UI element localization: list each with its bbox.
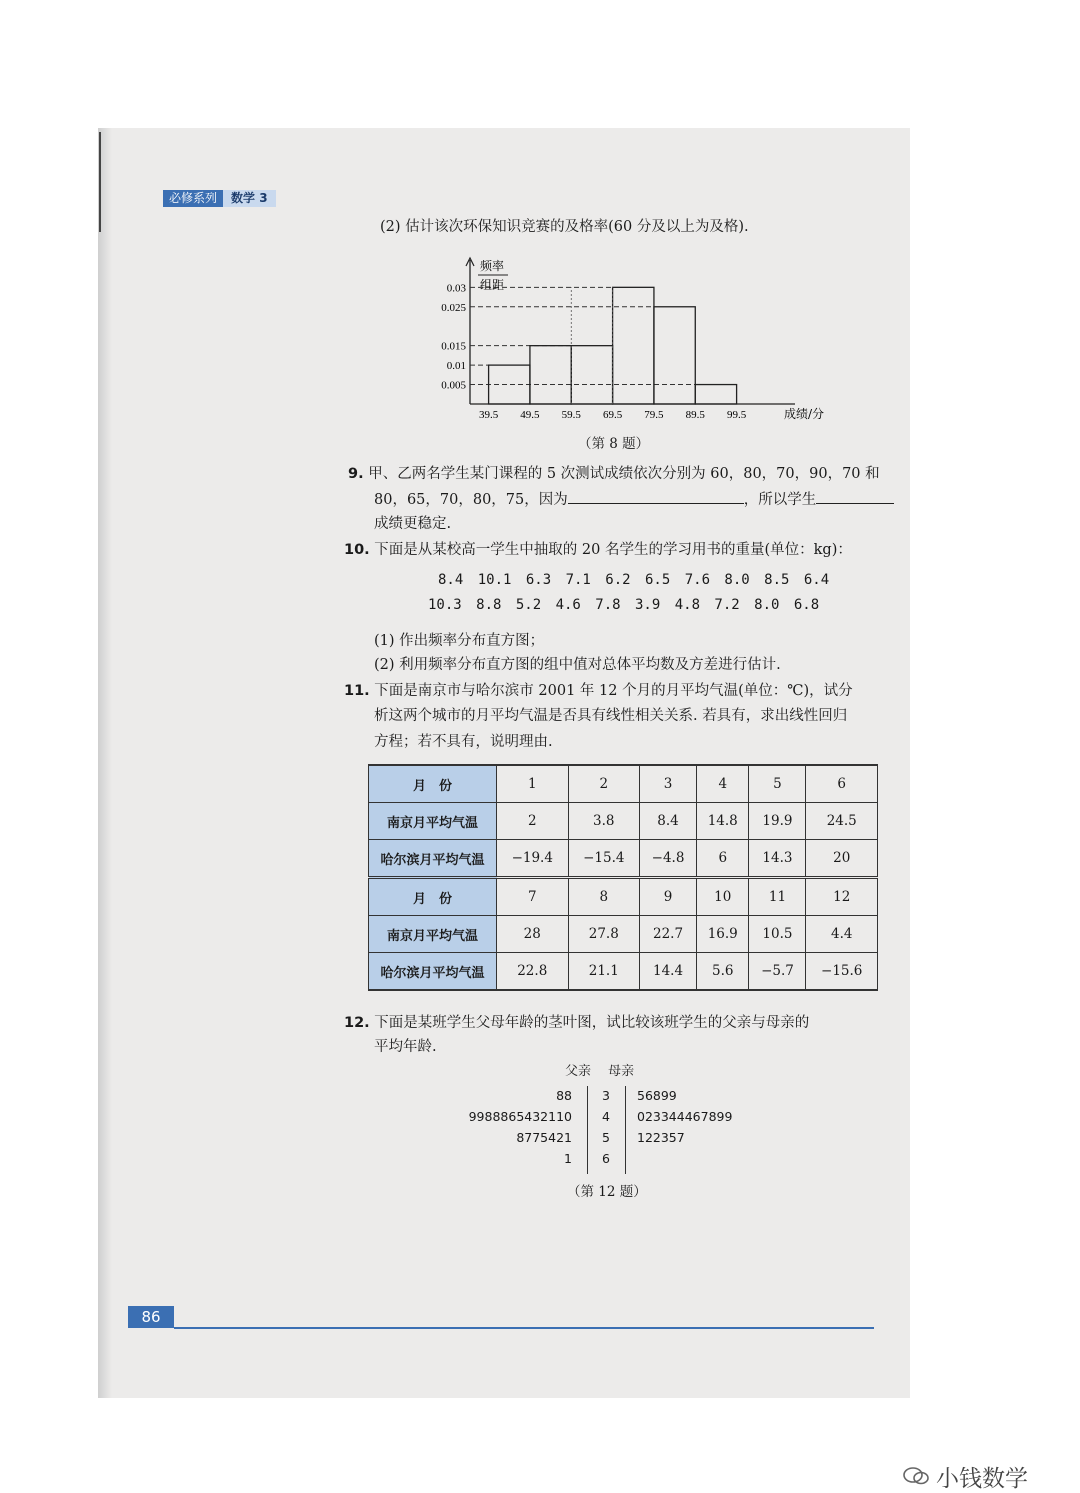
q9-line3: 成绩更稳定.: [374, 516, 452, 532]
table-row: [369, 840, 878, 878]
x-axis-label: 成绩/分: [784, 407, 825, 421]
table-cell: 2: [568, 765, 640, 803]
mother-leaves: 122357: [637, 1130, 685, 1145]
table-cell: 22.7: [640, 916, 697, 953]
histogram-bar: [695, 385, 736, 404]
q10-part2: (2) 利用频率分布直方图的组中值对总体平均数及方差进行估计.: [374, 657, 781, 673]
page-fold-shadow: [98, 128, 112, 1398]
q9-number: 9.: [348, 466, 364, 482]
table-cell: 2: [497, 803, 569, 840]
mother-label: 母亲: [608, 1064, 635, 1079]
table-cell: 22.8: [497, 953, 569, 991]
table-cell: 7: [497, 878, 569, 916]
table-cell: 8.4: [640, 803, 697, 840]
harbin-header: 哈尔滨月平均气温: [369, 953, 497, 991]
x-tick-label: 59.5: [561, 409, 581, 421]
table-cell: −15.6: [806, 953, 878, 991]
month-header: 月 份: [369, 765, 497, 803]
q12-caption: （第 12 题）: [567, 1184, 647, 1200]
father-leaves: 1: [564, 1151, 572, 1166]
wechat-icon: [902, 1466, 930, 1486]
mother-leaves: 56899: [637, 1088, 677, 1103]
x-tick-label: 39.5: [478, 409, 499, 421]
table-cell: −15.4: [568, 840, 640, 878]
month-header: 月 份: [369, 878, 497, 916]
subject-label: 数学 3: [223, 190, 276, 207]
stem-row: [470, 1130, 740, 1151]
table-cell: 24.5: [806, 803, 878, 840]
q11-line1: 下面是南京市与哈尔滨市 2001 年 12 个月的月平均气温(单位：℃)，试分: [374, 683, 853, 699]
table-cell: 3.8: [568, 803, 640, 840]
q9-line2b: ，所以学生: [743, 492, 817, 508]
stem-value: 5: [602, 1130, 610, 1145]
stem-row: [470, 1151, 740, 1172]
histogram-bar: [613, 287, 654, 404]
x-tick-label: 69.5: [602, 409, 623, 421]
x-tick-label: 49.5: [520, 409, 540, 421]
q12-line2: 平均年龄.: [374, 1039, 437, 1055]
table-cell: 9: [640, 878, 697, 916]
temperature-table: [368, 764, 878, 991]
stem-row: [470, 1109, 740, 1130]
q10-data-row2: 10.3 8.8 5.2 4.6 7.8 3.9 4.8 7.2 8.0 6.8: [428, 597, 820, 613]
q9-blank-student[interactable]: [816, 488, 894, 504]
watermark-text: 小钱数学: [936, 1466, 1028, 1492]
y-tick-label: 0.01: [446, 360, 466, 373]
table-cell: 14.4: [640, 953, 697, 991]
table-row: [369, 916, 878, 953]
table-cell: 5.6: [697, 953, 749, 991]
table-cell: 10.5: [749, 916, 806, 953]
table-cell: 21.1: [568, 953, 640, 991]
table-row: [369, 803, 878, 840]
page-number: 86: [128, 1306, 174, 1328]
y-axis-label-top: 频率: [480, 259, 505, 273]
margin-mark: [99, 132, 101, 232]
series-header: [163, 190, 276, 207]
harbin-header: 哈尔滨月平均气温: [369, 840, 497, 878]
table-cell: 11: [749, 878, 806, 916]
father-label: 父亲: [565, 1064, 592, 1079]
q9-line2a: 80，65，70，80，75，因为: [374, 492, 568, 508]
table-cell: 3: [640, 765, 697, 803]
table-cell: 14.8: [697, 803, 749, 840]
q11-number: 11.: [344, 683, 370, 699]
mother-leaves: 023344467899: [637, 1109, 733, 1124]
q12-number: 12.: [344, 1015, 370, 1031]
table-cell: −19.4: [497, 840, 569, 878]
y-tick-label: 0.03: [446, 282, 466, 295]
q8-part2: (2) 估计该次环保知识竞赛的及格率(60 分及以上为及格).: [380, 219, 749, 235]
table-cell: 6: [806, 765, 878, 803]
q9-blank-reason[interactable]: [568, 488, 744, 504]
x-tick-label: 79.5: [644, 409, 664, 421]
q9-line1: 甲、乙两名学生某门课程的 5 次测试成绩依次分别为 60，80，70，90，70 和: [368, 466, 880, 482]
table-cell: 1: [497, 765, 569, 803]
table-row: [369, 878, 878, 916]
table-cell: −5.7: [749, 953, 806, 991]
table-cell: 5: [749, 765, 806, 803]
y-tick-label: 0.015: [441, 340, 466, 353]
x-tick-label: 99.5: [726, 409, 747, 421]
table-cell: 19.9: [749, 803, 806, 840]
stem-value: 6: [602, 1151, 610, 1166]
stem-right-divider: [625, 1086, 626, 1174]
y-tick-label: 0.025: [441, 301, 466, 314]
q12-line1: 下面是某班学生父母年龄的茎叶图，试比较该班学生的父亲与母亲的: [374, 1015, 810, 1031]
father-leaves: 88: [556, 1088, 572, 1103]
table-row: [369, 953, 878, 991]
table-cell: 20: [806, 840, 878, 878]
histogram-bar: [530, 346, 571, 404]
table-cell: 4: [697, 765, 749, 803]
table-cell: 12: [806, 878, 878, 916]
table-cell: 6: [697, 840, 749, 878]
x-tick-label: 89.5: [685, 409, 705, 421]
table-cell: 8: [568, 878, 640, 916]
q8-caption: （第 8 题）: [578, 436, 650, 452]
father-leaves: 9988865432110: [468, 1109, 572, 1124]
table-cell: 4.4: [806, 916, 878, 953]
nanjing-header: 南京月平均气温: [369, 916, 497, 953]
q10-part1: (1) 作出频率分布直方图；: [374, 633, 545, 649]
table-row: [369, 765, 878, 803]
q10-data-row1: 8.4 10.1 6.3 7.1 6.2 6.5 7.6 8.0 8.5 6.4: [438, 572, 830, 588]
nanjing-header: 南京月平均气温: [369, 803, 497, 840]
stem-leaf-header: [565, 1060, 634, 1079]
table-cell: −4.8: [640, 840, 697, 878]
father-leaves: 8775421: [516, 1130, 572, 1145]
q10-number: 10.: [344, 542, 370, 558]
y-axis-label-bottom: 组距: [480, 278, 505, 292]
footer-rule: [174, 1327, 874, 1329]
histogram-chart: [430, 252, 825, 424]
stem-left-divider: [587, 1086, 588, 1174]
series-label: 必修系列: [163, 190, 223, 207]
table-cell: 28: [497, 916, 569, 953]
table-cell: 10: [697, 878, 749, 916]
table-cell: 14.3: [749, 840, 806, 878]
y-tick-label: 0.005: [441, 379, 466, 392]
q11-line2: 析这两个城市的月平均气温是否具有线性相关关系. 若具有，求出线性回归: [374, 708, 848, 724]
histogram-bar: [654, 307, 695, 404]
table-cell: 27.8: [568, 916, 640, 953]
q10-line1: 下面是从某校高一学生中抽取的 20 名学生的学习用书的重量(单位：kg)：: [374, 542, 852, 558]
stem-value: 4: [602, 1109, 610, 1124]
stem-row: [470, 1088, 740, 1109]
q11-line3: 方程；若不具有，说明理由.: [374, 734, 553, 750]
stem-value: 3: [602, 1088, 610, 1103]
table-cell: 16.9: [697, 916, 749, 953]
histogram-bar: [571, 346, 612, 404]
